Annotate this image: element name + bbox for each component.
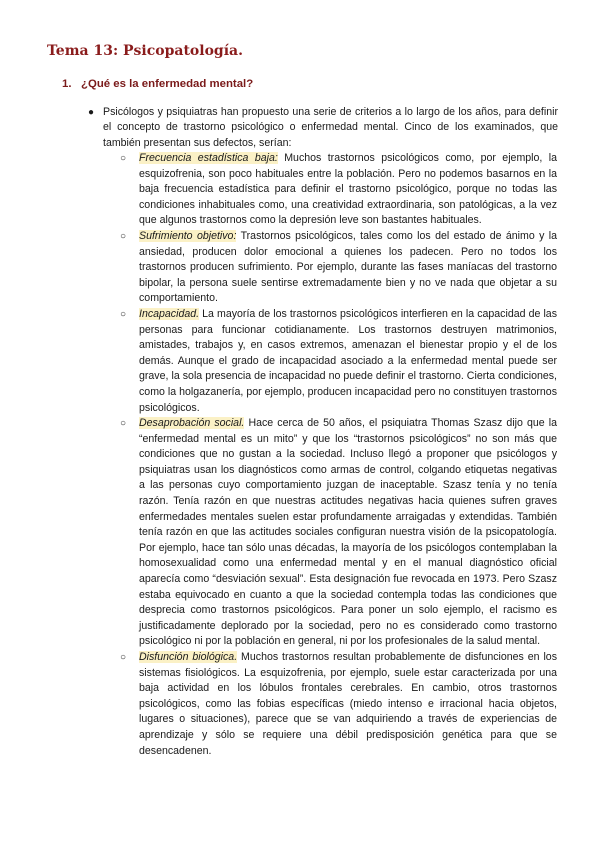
highlighted-term: Frecuencia estadística baja: (139, 152, 278, 164)
list-item (120, 650, 557, 759)
section-number: 1. (62, 78, 72, 90)
circle-bullet-icon: ○ (120, 308, 127, 320)
highlighted-term: Incapacidad. (139, 307, 200, 320)
highlighted-term: Desaprobación social. (139, 417, 245, 430)
page-title: Tema 13: Psicopatología. (47, 43, 243, 59)
intro-paragraph (88, 105, 558, 151)
bullet-icon: ● (88, 107, 95, 118)
item-text: La mayoría de los trastornos psicológicos interfieren en la capacidad de las personas para funcionar cotidianamente. Los trastornos destruyen matrimonios, amistades, trabajos y, en casos extremos, amenazan el bienestar propio y el de los demás. Aunque el grado de incapacidad asociado a la enfermedad mental puede ser grave, la sola presencia de incapacidad no puede definir el trastorno. Cierta condiciones, como la holgazanería, por ejemplo, producen incapacidad pero no constituyen trastornos psicológicos. (139, 307, 557, 414)
circle-bullet-icon: ○ (120, 652, 127, 663)
highlighted-term: Disfunción biológica. (139, 651, 238, 663)
item-text: Muchos trastornos psicológicos como, por ejemplo, la esquizofrenia, son poco habituales entre la población. Pero no podemos basarnos en la baja frecuencia estadística para definir el trastorno psicológico, porque no todas las condiciones inhabituales como, una creatividad extraordinaria, son patológicas, a la vez que algunos trastornos como la depresión leve son bastantes habituales. (139, 152, 557, 227)
criteria-list (120, 151, 557, 759)
list-item (120, 416, 557, 650)
list-item (120, 151, 557, 229)
highlighted-term: Sufrimiento objetivo: (139, 229, 237, 242)
list-item (120, 229, 557, 307)
circle-bullet-icon: ○ (120, 230, 127, 242)
section-heading (62, 78, 253, 90)
circle-bullet-icon: ○ (120, 418, 127, 430)
item-text: Muchos trastornos resultan probablemente de disfunciones en los sistemas fisiológicos. La esquizofrenia, por ejemplo, suele estar caracterizada por una baja actividad en los lóbulos frontales cerebrales. En cambio, otros trastornos psicológicos, como las fobias específicas (miedo intenso e irracional hacia objetos, lugares o situaciones), parece que se van adquiriendo a través de experiencias de aprendizaje y sólo se requiere una débil predisposición genética para que se desencadenen. (139, 651, 557, 757)
item-text: Hace cerca de 50 años, el psiquiatra Thomas Szasz dijo que la “enfermedad mental es un mito” y que los “trastornos psicológicos” no son más que condiciones que no gustan a la sociedad. Incluso llegó a proponer que psicólogos y psiquiatras usan los diagnósticos como armas de control, colgando etiquetas negativas a las personas cuyo comportamiento juzgan de inaceptable. Szasz tenía y no tenía razón. Tenía razón en que nuestras actitudes negativas hacia quienes sufren graves enfermedades mentales suelen estar profundamente arraigadas y extendidas. También tenía razón en que las actitudes sociales configuran nuestra visión de la psicopatología. Por ejemplo, hace tan sólo unas décadas, la mayoría de los psicólogos contemplaban la homosexualidad como una enfermedad mental y en el manual diagnóstico oficial aparecía como “desviación sexual”. Esta designación fue revocada en 1973. Pero Szasz estaba equivocado en cuanto a que la sociedad contempla todas las condiciones que desprecia como trastornos psicológicos. Para poner un solo ejemplo, el racismo es justificadamente deplorado por la sociedad, pero no es considerado como trastorno psicológico ni por la población en general, ni por los profesionales de la salud mental. (139, 417, 558, 648)
intro-text: Psicólogos y psiquiatras han propuesto una serie de criterios a lo largo de los años, para definir el concepto de trastorno psicológico o enfermedad mental. Cinco de los examinados, que también presentan sus defectos, serían: (103, 106, 558, 149)
item-text: Trastornos psicológicos, tales como los del estado de ánimo y la ansiedad, producen dolor emocional a quienes los padecen. Pero no todos los trastornos producen sufrimiento. Por ejemplo, durante las fases maníacas del trastorno bipolar, la persona suele sentirse extremadamente bien y no ve nada que objetar a su comportamiento. (139, 229, 557, 305)
list-item (120, 307, 557, 416)
circle-bullet-icon: ○ (120, 153, 127, 164)
section-title: ¿Qué es la enfermedad mental? (81, 78, 254, 90)
